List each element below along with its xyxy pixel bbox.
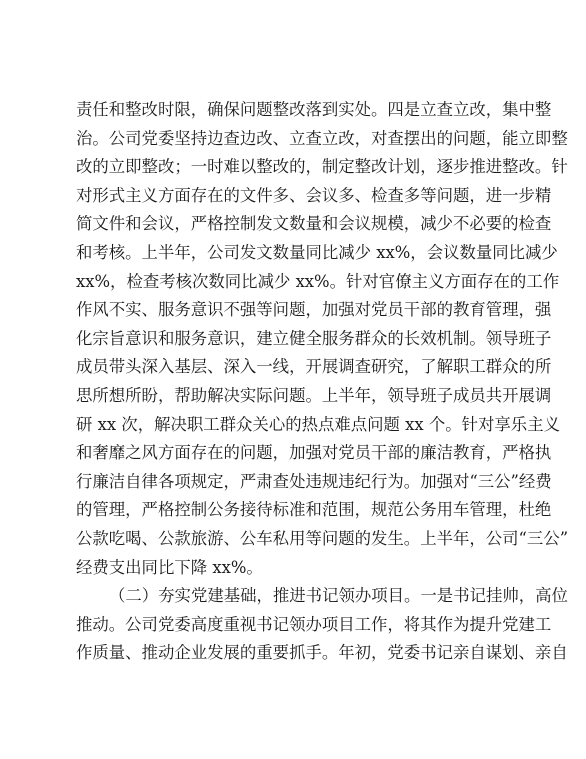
text-line: 化宗旨意识和服务意识，建立健全服务群众的长效机制。领导班子 xyxy=(76,328,552,348)
text-line: 的管理，严格控制公务接待标准和范围，规范公务用车管理，杜绝 xyxy=(76,500,552,520)
paragraph-end-line: 经费支出同比下降 xx%。 xyxy=(76,557,263,577)
text-line: 改的立即整改；一时难以整改的，制定整改计划，逐步推进整改。针 xyxy=(76,157,568,177)
text-line: 作质量、推动企业发展的重要抓手。年初，党委书记亲自谋划、亲自 xyxy=(76,643,568,663)
text-line: 对形式主义方面存在的文件多、会议多、检查多等问题，进一步精 xyxy=(76,185,552,205)
section-heading-line: （二）夯实党建基础，推进书记领办项目。一是书记挂帅，高位 xyxy=(109,586,568,606)
text-line: 行廉洁自律各项规定，严肃查处违规违纪行为。加强对“三公”经费 xyxy=(76,471,552,491)
body-text xyxy=(76,96,569,668)
text-line: 思所想所盼，帮助解决实际问题。上半年，领导班子成员共开展调 xyxy=(76,385,552,405)
text-line: 和考核。上半年，公司发文数量同比减少 xx%，会议数量同比减少 xyxy=(76,242,558,262)
text-line: 公款吃喝、公款旅游、公车私用等问题的发生。上半年，公司“三公” xyxy=(76,528,569,548)
text-line: 简文件和会议，严格控制发文数量和会议规模，减少不必要的检查 xyxy=(76,214,552,234)
text-line: xx%，检查考核次数同比减少 xx%。针对官僚主义方面存在的工作 xyxy=(76,271,560,291)
text-line: 责任和整改时限，确保问题整改落到实处。四是立查立改，集中整 xyxy=(76,100,552,119)
text-line: 治。公司党委坚持边查边改、立查立改，对查摆出的问题，能立即整 xyxy=(76,128,568,148)
text-line: 和奢靡之风方面存在的问题，加强对党员干部的廉洁教育，严格执 xyxy=(76,443,552,463)
text-line: 推动。公司党委高度重视书记领办项目工作，将其作为提升党建工 xyxy=(76,614,552,634)
text-line: 成员带头深入基层、深入一线，开展调查研究，了解职工群众的所 xyxy=(76,357,552,377)
text-line: 作风不实、服务意识不强等问题，加强对党员干部的教育管理，强 xyxy=(76,300,552,320)
text-line: 研 xx 次，解决职工群众关心的热点难点问题 xx 个。针对享乐主义 xyxy=(76,414,560,434)
